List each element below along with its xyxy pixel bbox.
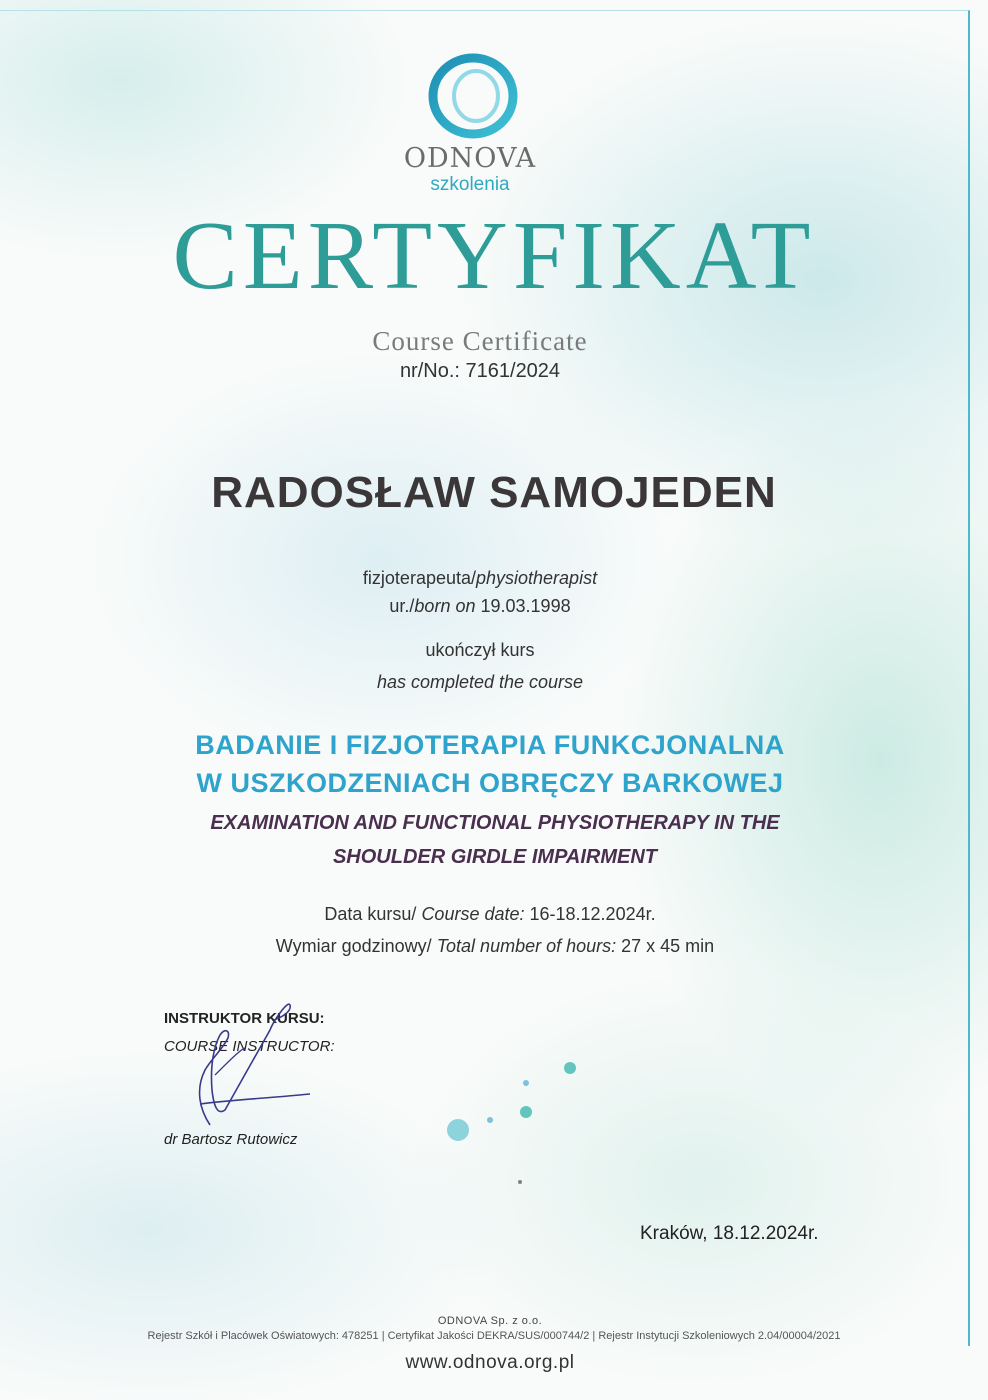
course-date-label-en: Course date:	[421, 904, 525, 924]
course-title-en-line2: SHOULDER GIRDLE IMPAIRMENT	[332, 846, 658, 868]
course-hours-label-en: Total number of hours:	[436, 936, 617, 956]
instructor-label-en: COURSE INSTRUCTOR:	[164, 1038, 335, 1055]
course-title-en-line1: EXAMINATION AND FUNCTIONAL PHYSIOTHERAPY IN THE	[210, 812, 780, 834]
course-hours-label-pl: Wymiar godzinowy/	[275, 936, 437, 956]
certificate-subtitle: Course Certificate	[372, 326, 588, 356]
recipient-name: RADOSŁAW SAMOJEDEN	[211, 468, 777, 517]
recipient-birth	[170, 596, 790, 617]
footer-registers: Rejestr Szkół i Placówek Oświatowych: 478251 | Certyfikat Jakości DEKRA/SUS/000744/2 | Rejestr Instytucji Szkoleniowych 2.04/00004/2021	[147, 1330, 841, 1342]
profession-en: physiotherapist	[476, 568, 598, 588]
course-hours-value: 27 x 45 min	[616, 936, 715, 956]
course-hours	[150, 936, 840, 957]
brand-name: ODNOVA	[403, 143, 537, 174]
certificate-title: CERTYFIKAT	[172, 202, 816, 310]
course-title-pl-line1: BADANIE I FIZJOTERAPIA FUNKCJONALNA	[195, 730, 785, 760]
born-label-en: born on	[414, 596, 476, 616]
course-date-label-pl: Data kursu/	[324, 904, 422, 924]
signature-image	[170, 990, 350, 1140]
certificate-number: nr/No.: 7161/2024	[399, 360, 561, 382]
footer-website: www.odnova.org.pl	[405, 1352, 575, 1373]
profession-pl: fizjoterapeuta/	[362, 568, 476, 588]
born-label-pl: ur./	[389, 596, 415, 616]
completion-en: has completed the course	[376, 672, 584, 692]
born-date: 19.03.1998	[480, 596, 571, 616]
footer-company: ODNOVA Sp. z o.o.	[437, 1315, 543, 1327]
recipient-profession	[170, 568, 790, 589]
brand-subtitle: szkolenia	[430, 174, 510, 195]
decorative-dots	[430, 1050, 590, 1200]
instructor-label-pl: INSTRUKTOR KURSU:	[164, 1010, 325, 1027]
place-and-date: Kraków, 18.12.2024r.	[640, 1223, 819, 1244]
instructor-name: dr Bartosz Rutowicz	[164, 1131, 298, 1148]
ring-logo-icon	[418, 52, 528, 142]
completion-pl: ukończył kurs	[425, 640, 535, 660]
course-date-value: 16-18.12.2024r.	[524, 904, 656, 924]
course-date	[150, 904, 830, 925]
course-title-pl-line2: W USZKODZENIACH OBRĘCZY BARKOWEJ	[196, 768, 784, 798]
